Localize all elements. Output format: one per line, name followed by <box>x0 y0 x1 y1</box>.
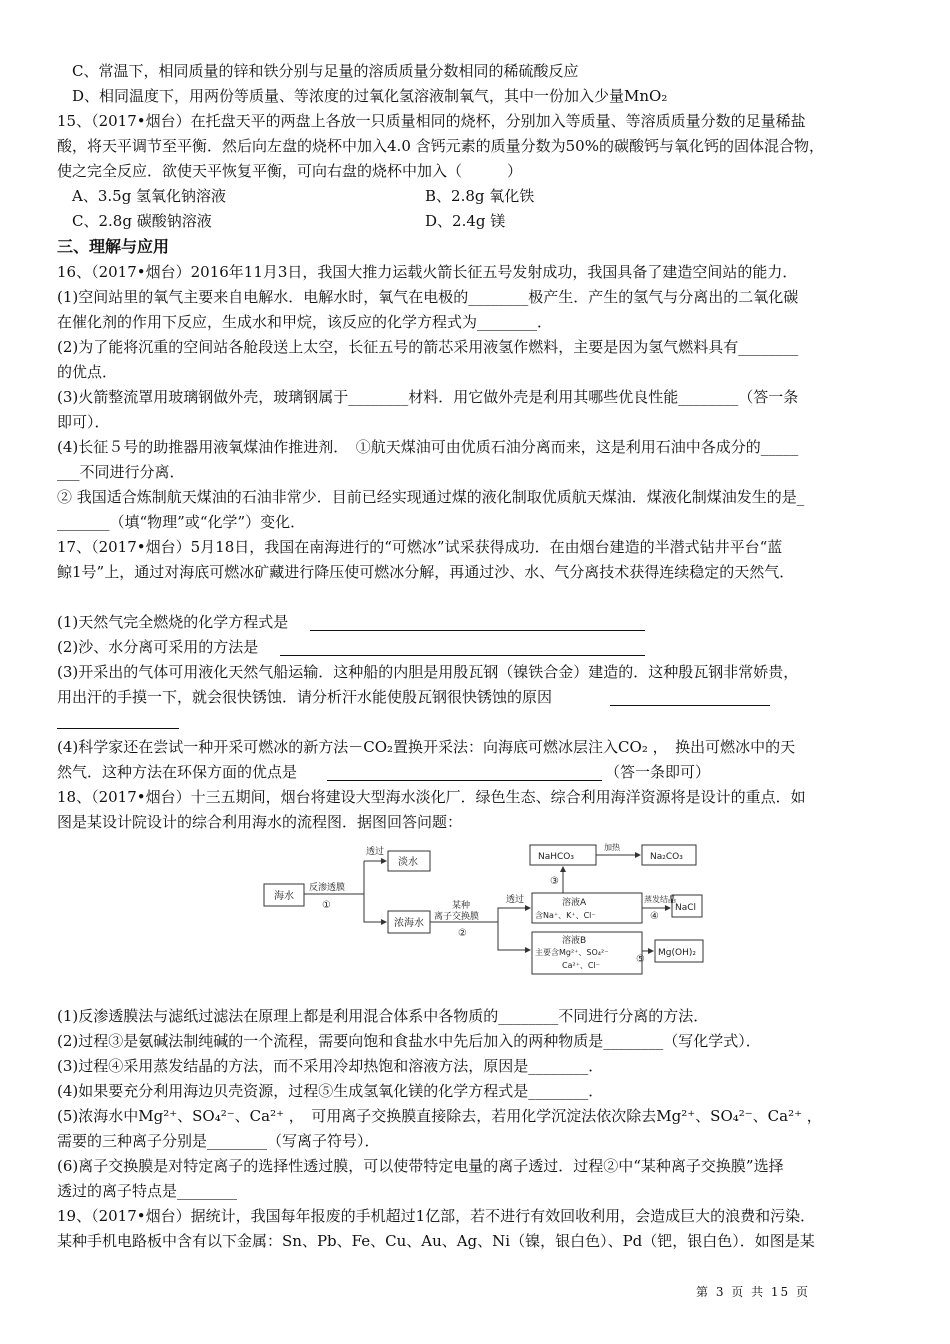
question-18-part2: (2)过程③是氨碱法制纯碱的一个流程，需要向饱和食盐水中先后加入的两种物质是________（写化学式）． <box>57 1032 761 1050</box>
question-17-part4-line1: (4)科学家还在尝试一种开采可燃冰的新方法－CO₂置换开采法：向海底可燃冰层注入CO₂ ， 换出可燃冰中的天 <box>57 738 796 756</box>
flow-step3: ③ <box>550 876 559 887</box>
flow-step5: ⑤ <box>636 954 645 965</box>
flow-permeate2-label: 透过 <box>506 895 525 905</box>
flow-evaporate-label: 蒸发结晶 <box>644 895 676 904</box>
flow-step1: ① <box>322 900 331 911</box>
question-17-part3-line2: 用出汗的手摸一下，就会很快锈蚀．请分析汗水能使殷瓦钢很快锈蚀的原因 <box>57 688 553 706</box>
flow-solution-b-ions1: 主要含Mg²⁺、SO₄²⁻ <box>535 948 609 957</box>
question-16-part1-line2: 在催化剂的作用下反应，生成水和甲烷，该反应的化学方程式为________． <box>57 313 553 331</box>
flow-ix-label2: 离子交换膜 <box>434 912 480 922</box>
flow-step2: ② <box>458 928 467 939</box>
question-17-line1: 17、（2017•烟台）5月18日，我国在南海进行的“可燃冰”试采获得成功．在由烟台建造的半潜式钻井平台“蓝 <box>57 538 783 556</box>
flow-mgoh2: Mg(OH)₂ <box>658 948 696 958</box>
question-19-line2: 某种手机电路板中含有以下金属：Sn、Pb、Fe、Cu、Au、Ag、Ni（镍，银白色）、Pd（钯，银白色）．如图是某 <box>57 1232 815 1250</box>
answer-blank <box>327 780 602 781</box>
option-c-line: C、常温下，相同质量的锌和铁分别与足量的溶质质量分数相同的稀硫酸反应 <box>72 62 579 80</box>
page-footer: 第 3 页 共 15 页 <box>696 1285 810 1299</box>
question-17-part1: (1)天然气完全燃烧的化学方程式是 <box>57 613 289 631</box>
question-15-option-c: C、2.8g 碳酸钠溶液 <box>72 212 212 230</box>
question-16-stem: 16、（2017•烟台）2016年11月3日，我国大推力运载火箭长征五号发射成功，我国具备了建造空间站的能力． <box>57 263 798 281</box>
flow-step4: ④ <box>650 911 659 922</box>
flow-heat-label: 加热 <box>604 843 620 852</box>
question-16-part2-line1: (2)为了能将沉重的空间站各舱段送上太空，长征五号的箭芯采用液氢作燃料，主要是因为氢气燃料具有________ <box>57 338 799 356</box>
question-16-part5-line2: _______（填“物理”或“化学”）变化． <box>57 513 306 531</box>
flow-nacl: NaCl <box>675 903 697 913</box>
flow-permeate-label: 透过 <box>366 847 385 857</box>
question-19-line1: 19、（2017•烟台）据统计，我国每年报废的手机超过1亿部，若不进行有效回收利用，会造成巨大的浪费和污染． <box>57 1207 816 1225</box>
flow-ix-label1: 某种 <box>452 901 471 911</box>
question-15-option-b: B、2.8g 氧化铁 <box>425 187 535 205</box>
flow-solution-b: 溶液B <box>562 936 587 946</box>
section-3-heading: 三、理解与应用 <box>57 237 170 256</box>
question-15-option-d: D、2.4g 镁 <box>425 212 506 230</box>
question-18-part5-line2: 需要的三种离子分别是________（写离子符号）． <box>57 1132 380 1150</box>
question-18-part3: (3)过程④采用蒸发结晶的方法，而不采用冷却热饱和溶液方法，原因是________． <box>57 1057 604 1075</box>
flow-nahco3: NaHCO₃ <box>538 852 574 862</box>
question-18-line1: 18、（2017•烟台）十三五期间，烟台将建设大型海水淡化厂．绿色生态、综合利用海洋资源将是设计的重点．如 <box>57 788 806 806</box>
question-15-line1: 15、（2017•烟台）在托盘天平的两盘上各放一只质量相同的烧杯，分别加入等质量、等溶质质量分数的足量稀盐 <box>57 112 806 130</box>
question-17-line2: 鲸1号”上，通过对海底可燃冰矿藏进行降压使可燃冰分解，再通过沙、水、气分离技术获得连续稳定的天然气． <box>57 563 795 581</box>
flow-na2co3: Na₂CO₃ <box>650 852 683 862</box>
flow-brine: 浓海水 <box>394 918 424 929</box>
question-18-part4: (4)如果要充分利用海边贝壳资源，过程⑤生成氢氧化镁的化学方程式是________． <box>57 1082 604 1100</box>
seawater-flowchart <box>262 832 712 982</box>
question-15-line2: 酸，将天平调节至平衡．然后向左盘的烧杯中加入4.0 含钙元素的质量分数为50%的碳酸钙与氧化钙的固体混合物， <box>57 137 824 155</box>
question-16-part4-line1: (4)长征５号的助推器用液氧煤油作推进剂． ①航天煤油可由优质石油分离而来，这是利用石油中各成分的_____ <box>57 438 799 456</box>
question-15-option-a: A、3.5g 氢氧化钠溶液 <box>72 187 227 205</box>
answer-blank <box>57 728 179 729</box>
question-17-part4-line2-start: 然气．这种方法在环保方面的优点是 <box>57 763 298 781</box>
option-d-line: D、相同温度下，用两份等质量、等浓度的过氧化氢溶液制氧气，其中一份加入少量MnO₂ <box>72 87 668 105</box>
question-18-part1: (1)反渗透膜法与滤纸过滤法在原理上都是利用混合体系中各物质的________不同进行分离的方法． <box>57 1007 709 1025</box>
question-16-part1-line1: (1)空间站里的氧气主要来自电解水．电解水时，氧气在电极的________极产生．产生的氢气与分离出的二氧化碳 <box>57 288 799 306</box>
answer-blank <box>280 655 645 656</box>
question-18-line2: 图是某设计院设计的综合利用海水的流程图．据图回答问题： <box>57 813 463 831</box>
question-18-part6-line2: 透过的离子特点是________ <box>57 1182 238 1200</box>
answer-blank <box>610 705 770 706</box>
answer-blank <box>310 630 645 631</box>
flow-seawater: 海水 <box>274 891 294 902</box>
flow-solution-a-ions: 含Na⁺、K⁺、Cl⁻ <box>535 911 596 920</box>
question-17-part2: (2)沙、水分离可采用的方法是 <box>57 638 259 656</box>
question-16-part3-line1: (3)火箭整流罩用玻璃钢做外壳，玻璃钢属于________材料．用它做外壳是利用其哪些优良性能________（答一条 <box>57 388 799 406</box>
question-16-part3-line2: 即可）． <box>57 413 110 431</box>
question-17-part3-line1: (3)开采出的气体可用液化天然气船运输．这种船的内胆是用殷瓦钢（镍铁合金）建造的．这种殷瓦钢非常娇贵， <box>57 663 799 681</box>
question-18-part5-line1: (5)浓海水中Mg²⁺、SO₄²⁻、Ca²⁺ ， 可用离子交换膜直接除去，若用化学沉淀法依次除去Mg²⁺、SO₄²⁻、Ca²⁺ ， <box>57 1107 822 1125</box>
question-18-part6-line1: (6)离子交换膜是对特定离子的选择性透过膜，可以使带特定电量的离子透过．过程②中“某种离子交换膜”选择 <box>57 1157 784 1175</box>
question-16-part2-line2: 的优点． <box>57 363 118 381</box>
flow-solution-a: 溶液A <box>562 898 587 908</box>
question-16-part4-line2: ___不同进行分离． <box>57 463 185 481</box>
question-17-part4-line2-end: （答一条即可） <box>605 763 711 781</box>
question-15-line3: 使之完全反应．欲使天平恢复平衡，可向右盘的烧杯中加入（ ） <box>57 162 523 180</box>
flow-fresh-water: 淡水 <box>398 857 418 868</box>
flow-solution-b-ions2: Ca²⁺、Cl⁻ <box>562 961 600 970</box>
flow-ro-label: 反渗透膜 <box>309 883 346 893</box>
question-16-part5-line1: ② 我国适合炼制航天煤油的石油非常少．目前已经实现通过煤的液化制取优质航天煤油．煤液化制煤油发生的是_ <box>57 488 805 506</box>
